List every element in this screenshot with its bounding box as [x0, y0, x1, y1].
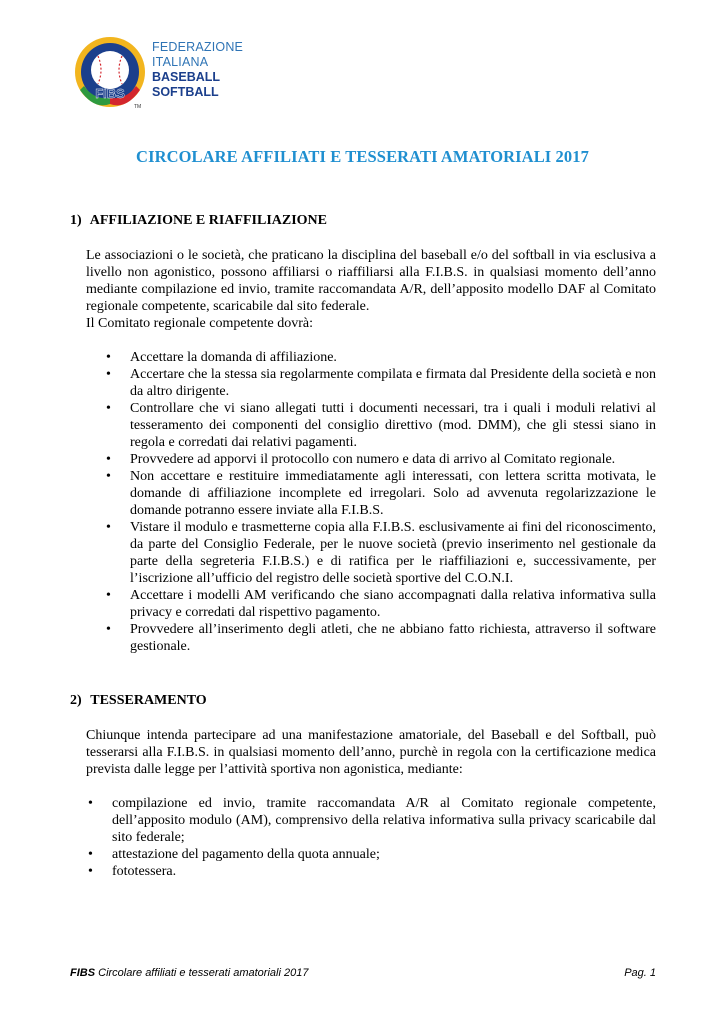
- fibs-logo: [74, 34, 274, 114]
- logo-line-baseball: BASEBALL: [152, 70, 221, 84]
- section2-intro: Chiunque intenda partecipare ad una manifestazione amatoriale, del Baseball e del Softball, può tesserarsi alla F.I.B.S. in qualsiasi momento dell’anno, purchè in regola con la certificazione medica prevista dalle legge per l’attività sportiva non agonistica, mediante:: [86, 728, 656, 777]
- section1-list: [86, 349, 656, 655]
- page-number: Pag. 1: [624, 967, 656, 979]
- logo-line-federazione: FEDERAZIONE: [152, 40, 244, 54]
- footer-org: FIBS: [70, 967, 96, 979]
- logo-line-softball: SOFTBALL: [152, 85, 219, 99]
- list-item: • Controllare che vi siano allegati tutti i documenti necessari, tra i quali i moduli relativi al tesseramento dei componenti del consiglio direttivo (mod. DMM), che gli stessi siano in regola e corredati dai relativi pagamenti.: [86, 400, 656, 451]
- section-title: TESSERAMENTO: [90, 693, 207, 708]
- list-item: • Accettare i modelli AM verificando che siano accompagnati dalla relativa informativa sulla privacy e corredati dal rispettivo pagamento.: [86, 587, 656, 621]
- section1-intro: Le associazioni o le società, che praticano la disciplina del baseball e/o del softball in via esclusiva a livello non agonistico, possono affiliarsi o riaffiliarsi alla F.I.B.S. in qualsiasi momento dell’anno mediante compilazione ed invio, tramite raccomandata A/R, dell’apposito modello DAF al Comitato regionale competente, scaricabile dal sito federale.: [86, 248, 656, 314]
- list-item: • Non accettare e restituire immediatamente agli interessati, con lettera scritta motivata, le domande di affiliazione incomplete ed irregolari. Solo ad avvenuta regolarizzazione le domande potranno essere inviate alla F.I.B.S.: [86, 468, 656, 519]
- list-item: • attestazione del pagamento della quota annuale;: [86, 846, 656, 863]
- list-item: • Vistare il modulo e trasmetterne copia alla F.I.B.S. esclusivamente ai fini del riconoscimento, da parte del Consiglio Federale, per le nuove società (previo inserimento nel gestionale da parte della segreteria F.I.B.S.) e di ratifica per le riaffiliazioni e, successivamente, per l’iscrizione all’ufficio del registro delle società sportive del C.O.N.I.: [86, 519, 656, 587]
- footer-doc-title: Circolare affiliati e tesserati amatoriali 2017: [98, 967, 309, 979]
- footer-left: [70, 967, 308, 979]
- section-number: 1): [70, 213, 82, 228]
- list-item: • Accettare la domanda di affiliazione.: [86, 349, 656, 366]
- section-heading-affiliazione: [70, 213, 327, 229]
- section1-lead: Il Comitato regionale competente dovrà:: [86, 316, 314, 331]
- list-item: • Accertare che la stessa sia regolarmente compilata e firmata dal Presidente della società e non da altro dirigente.: [86, 366, 656, 400]
- logo-line-italiana: ITALIANA: [152, 55, 209, 69]
- fibs-badge-icon: [74, 34, 150, 114]
- list-item: • Provvedere ad apporvi il protocollo con numero e data di arrivo al Comitato regionale.: [86, 451, 656, 468]
- trademark-mark: TM: [134, 104, 142, 110]
- section-heading-tesseramento: [70, 693, 207, 709]
- section-number: 2): [70, 693, 82, 708]
- list-item: • fototessera.: [86, 863, 656, 880]
- logo-badge-text: FIBS: [95, 86, 125, 101]
- logo-wordmark: [152, 40, 243, 100]
- section-title: AFFILIAZIONE E RIAFFILIAZIONE: [89, 213, 327, 228]
- list-item: • Provvedere all’inserimento degli atleti, che ne abbiano fatto richiesta, attraverso il software gestionale.: [86, 621, 656, 655]
- list-item: • compilazione ed invio, tramite raccomandata A/R al Comitato regionale competente, dell’apposito modulo (AM), comprensivo della relativa informativa sulla privacy scaricabile dal sito federale;: [86, 795, 656, 846]
- section2-list: [86, 795, 656, 880]
- page-title: CIRCOLARE AFFILIATI E TESSERATI AMATORIALI 2017: [136, 147, 589, 166]
